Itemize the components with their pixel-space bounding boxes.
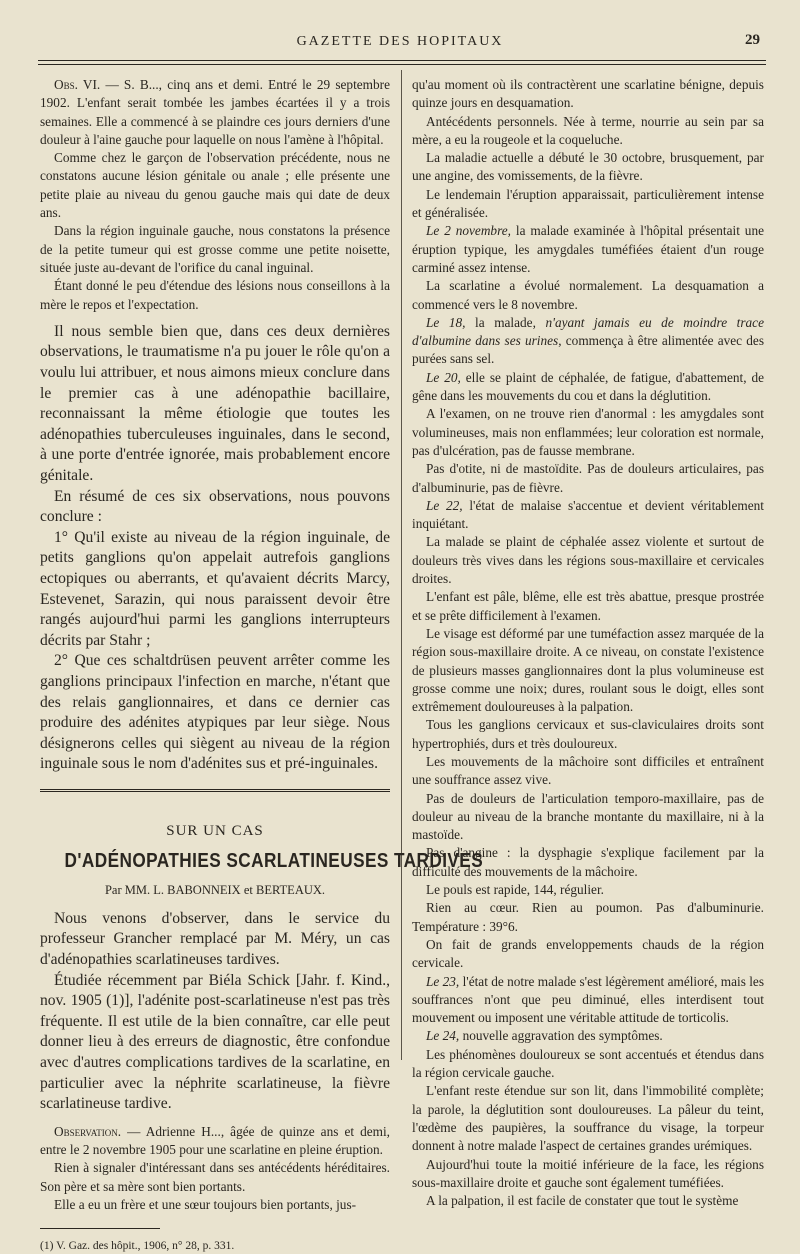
paragraph: A la palpation, il est facile de constater que tout le système: [426, 1193, 739, 1209]
paragraph: Observation. — Adrienne H..., âgée de quinze ans et demi, entre le 2 novembre 1905 pour une scarlatine en pleine éruption.: [40, 1123, 390, 1158]
right-column: [412, 76, 764, 1210]
paragraph: 2° Que ces schaltdrüsen peuvent arrêter comme les ganglions principaux l'infection en marche, n'étant que des relais ganglionnaires, et dans ce dernier cas produire des adénites atypiques par leur siège. Nous désignerons celles qui siègent au niveau de la région inguinale sous le nom d'adénites sus et pré-inguinales.: [40, 652, 390, 773]
paragraph: L'enfant reste étendue sur son lit, dans l'immobilité complète; la parole, la déglutition sont douloureuses. La pâleur du teint, l'œdème des paupières, la souffrance du visage, la torpeur donnent à notre malade l'aspect de certaines grandes urémiques.: [412, 1083, 764, 1154]
header-rule-2: [38, 64, 766, 65]
paragraph: Obs. VI. — S. B..., cinq ans et demi. Entré le 29 septembre 1902. L'enfant serait tombée les jambes écartées il y a trois semaines. Elle a commencé à se plaindre ces jours derniers d'une douleur à l'aine gauche pour laquelle on nous l'amène à l'hôpital.: [40, 77, 390, 147]
article-title: D'ADÉNOPATHIES SCARLATINEUSES TARDIVES: [64, 850, 484, 873]
left-column: [40, 76, 484, 1254]
paragraph: Elle a eu un frère et une sœur toujours bien portants, jus-: [54, 1196, 357, 1212]
paragraph: Comme chez le garçon de l'observation précédente, nous ne constatons aucune lésion génitale ou anale ; elle présente une petite plaie au niveau du genou gauche mais qui date de deux ans.: [40, 150, 390, 221]
running-head: GAZETTE DES HOPITAUX: [296, 34, 504, 49]
paragraph: Rien à signaler d'intéressant dans ses antécédents héréditaires. Son père et sa mère sont bien portants.: [40, 1160, 390, 1194]
paragraph: Le 24, nouvelle aggravation des symptômes.: [426, 1028, 663, 1044]
paragraph: Étudiée récemment par Biéla Schick [Jahr. f. Kind., nov. 1905 (1)], l'adénite post-scarlatineuse n'est pas très fréquente. Il est utile de la bien connaître, car elle peut donner lieu à des erreurs de diagnostic, être confondue avec d'autres complications tardives de la scarlatine, en particulier avec la néphrite scarlatineuse, la fièvre scarlatineuse tardive.: [40, 971, 390, 1113]
observation-vi: [40, 76, 390, 314]
paragraph: En résumé de ces six observations, nous pouvons conclure :: [40, 487, 390, 526]
paragraph: Pas d'angine : la dysphagie s'explique facilement par la difficulté des mouvements de la mâchoire.: [412, 845, 764, 879]
paragraph: 1° Qu'il existe au niveau de la région inguinale, de petits ganglions qu'on appelait autrefois ganglions ectopiques ou aberrants, et qu'avaient décrits Marcy, Estevenet, Sarazin, qui nous paraissent devoir être rangés aujourd'hui parmi les ganglions interrupteurs décrits par Stahr ;: [40, 528, 390, 649]
paragraph: Le lendemain l'éruption apparaissait, particulièrement intense et généralisée.: [412, 186, 764, 221]
article-kicker: SUR UN CAS: [166, 822, 264, 839]
paragraph: Antécédents personnels. Née à terme, nourrie au sein par sa mère, a eu la rougeole et la coqueluche.: [412, 113, 764, 147]
paragraph: Rien au cœur. Rien au poumon. Pas d'albuminurie. Température : 39°6.: [412, 900, 764, 934]
paragraph: A l'examen, on ne trouve rien d'anormal : les amygdales sont volumineuses, mais non enflammées; leur coloration est normale, pas d'ulcération, pas de fausse membrane.: [412, 406, 764, 458]
paragraph: On fait de grands enveloppements chauds de la région cervicale.: [412, 936, 764, 971]
header-rule: [38, 60, 766, 61]
paragraph: Nous venons d'observer, dans le service du professeur Grancher remplacé par M. Méry, un cas d'adénopathies scarlatineuses tardives.: [40, 909, 390, 968]
paragraph: qu'au moment où ils contractèrent une scarlatine bénigne, depuis quinze jours en desquamation.: [412, 77, 764, 111]
paragraph: Le 20, elle se plaint de céphalée, de fatigue, d'abattement, de gêne dans les mouvements du cou et dans la déglutition.: [412, 369, 764, 404]
paragraph: Le 18, la malade, n'ayant jamais eu de moindre trace d'albumine dans ses urines, commença à être alimentée avec des purées sans sel.: [412, 314, 764, 367]
paragraph: Étant donné le peu d'étendue des lésions nous conseillons à la mère le repos et l'expectation.: [40, 278, 390, 312]
paragraph: Dans la région inguinale gauche, nous constatons la présence de la petite tumeur qui est grosse comme une petite noisette, située juste au-devant de l'orifice du canal inguinal.: [40, 223, 390, 275]
footnote: (1) V. Gaz. des hôpit., 1906, n° 28, p. 331.: [40, 1240, 235, 1253]
paragraph: Le 23, l'état de notre malade s'est légèrement amélioré, mais les souffrances n'ont que peu diminué, elles interdisent tout mouvement ou imposent une véritable attitude de torticolis.: [412, 973, 764, 1026]
paragraph: La malade se plaint de céphalée assez violente et surtout de douleurs très vives dans les régions sous-maxillaire et cervicales droites.: [412, 534, 764, 587]
paragraph: Aujourd'hui toute la moitié inférieure de la face, les régions sous-maxillaire droite et gauche sont également tuméfiées.: [412, 1156, 764, 1190]
column-divider: [401, 70, 402, 1060]
section-separator: [40, 789, 390, 792]
footnote-rule: [40, 1228, 160, 1229]
paragraph: Le visage est déformé par une tuméfaction assez marquée de la région sous-maxillaire droite. A ce niveau, on constate l'existence de plusieurs masses ganglionnaires dont la plus volumineuse est grosse comme une noix; dures, roulant sous le doigt, elles sont extrêmement douloureuses à la palpation.: [412, 625, 764, 715]
conclusion: [40, 322, 390, 775]
paragraph: Le pouls est rapide, 144, régulier.: [426, 882, 604, 898]
paragraph: Les phénomènes douloureux se sont accentués et étendus dans la région cervicale gauche.: [412, 1046, 764, 1081]
page-number: 29: [745, 32, 760, 48]
paragraph: Tous les ganglions cervicaux et sus-claviculaires droits sont hypertrophiés, durs et très douloureux.: [412, 717, 764, 751]
observation-block: [40, 1123, 390, 1214]
paragraph: La scarlatine a évolué normalement. La desquamation a commencé vers le 8 novembre.: [412, 278, 764, 312]
article-authors: Par MM. L. BABONNEIX et BERTEAUX.: [104, 882, 326, 897]
paragraph: Le 22, l'état de malaise s'accentue et devient véritablement inquiétant.: [412, 497, 764, 532]
paragraph: L'enfant est pâle, blême, elle est très abattue, presque prostrée et se prête difficilement à l'examen.: [412, 589, 764, 623]
paragraph: Le 2 novembre, la malade examinée à l'hôpital présentait une éruption typique, les amygdales tuméfiées étaient d'un rouge carminé assez intense.: [412, 223, 764, 275]
paragraph: Les mouvements de la mâchoire sont difficiles et entraînent une souffrance assez vive.: [412, 753, 764, 788]
paragraph: Pas de douleurs de l'articulation temporo-maxillaire, pas de douleur au niveau de la branche montante du maxillaire, ni à la mastoïde.: [412, 790, 764, 843]
paragraph: Il nous semble bien que, dans ces deux dernières observations, le traumatisme n'a pu jouer le rôle qu'on a voulu lui attribuer, et nous aimons mieux conclure dans le premier cas à une adénopathie bacillaire, reconnaissant la même étiologie que toutes les adénopathies tuberculeuses inguinales, dans le second, à une porte d'entrée ignorée, mais probablement encore génitale.: [40, 322, 390, 485]
paragraph: La maladie actuelle a débuté le 30 octobre, brusquement, par une angine, des vomissements, de la fièvre.: [412, 150, 764, 184]
paragraph: Pas d'otite, ni de mastoïdite. Pas de douleurs articulaires, pas d'albuminurie, pas de fièvre.: [412, 461, 764, 495]
article-intro: [40, 909, 390, 1115]
